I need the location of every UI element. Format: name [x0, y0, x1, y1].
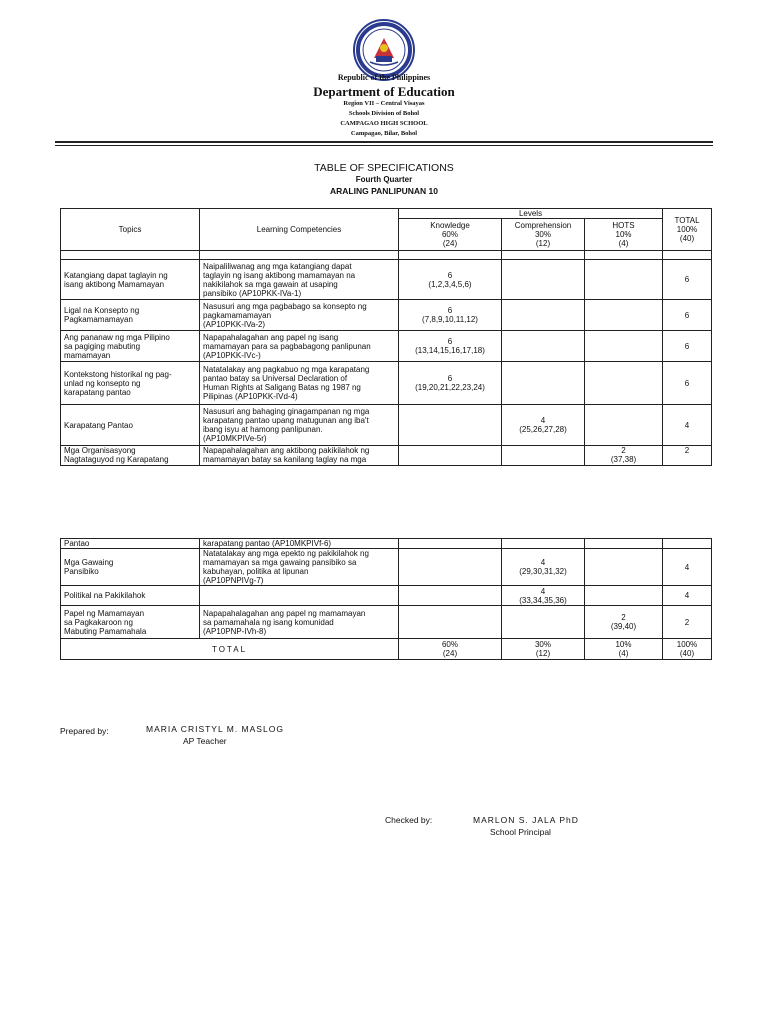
competency-cell: Napapahalagahan ang papel ng mamamayan sa pamamahala ng isang komunidad (AP10PNP-IVh-8) [200, 606, 399, 639]
knowledge-cell [399, 405, 502, 446]
hots-cell [585, 331, 663, 362]
topic-cell: Karapatang Pantao [61, 405, 200, 446]
competency-cell: Nasusuri ang mga pagbabago sa konsepto ng pagkamamamayan (AP10PKK-IVa-2) [200, 300, 399, 331]
competency-cell [200, 586, 399, 606]
header-divider-thin [55, 145, 713, 146]
subject-subtitle: ARALING PANLIPUNAN 10 [330, 186, 438, 196]
split-row-topic-bottom: Pantao [61, 539, 200, 549]
specifications-table [60, 208, 712, 466]
hots-cell: 2 (37,38) [585, 446, 663, 466]
total-all-cell: 100% (40) [663, 639, 712, 660]
hots-cell [585, 586, 663, 606]
comprehension-cell: 4 (25,26,27,28) [502, 405, 585, 446]
total-knowledge-cell: 60% (24) [399, 639, 502, 660]
topic-cell: Mga Gawaing Pansibiko [61, 549, 200, 586]
comprehension-cell [502, 446, 585, 466]
table-row [61, 362, 712, 405]
competency-cell: Naipaliliwanag ang mga katangiang dapat taglayin ng isang aktibong mamamayan na nakikilahok sa mga gawain at usaping pansibiko (AP10PKK-IVa-1) [200, 260, 399, 300]
competency-cell: Napapahalagahan ang papel ng isang mamamayan para sa pagbabagong panlipunan (AP10PKK-IVc-) [200, 331, 399, 362]
competency-cell: Napapahalagahan ang aktibong pakikilahok ng mamamayan batay sa kanilang taglay na mga [200, 446, 399, 466]
topic-cell: Papel ng Mamamayan sa Pagkakaroon ng Mabuting Pamamahala [61, 606, 200, 639]
topic-cell: Kontekstong historikal ng pag- unlad ng konsepto ng karapatang pantao [61, 362, 200, 405]
row-total-cell: 2 [663, 606, 712, 639]
hots-cell [585, 405, 663, 446]
table-header-row [61, 209, 712, 219]
table-row [61, 606, 712, 639]
specifications-table-body [61, 209, 712, 466]
knowledge-cell: 6 (7,8,9,10,11,12) [399, 300, 502, 331]
topic-cell: Mga Organisasyong Nagtataguyod ng Karapatang [61, 446, 200, 466]
row-total-cell: 6 [663, 300, 712, 331]
knowledge-cell: 6 (1,2,3,4,5,6) [399, 260, 502, 300]
total-hots-cell: 10% (4) [585, 639, 663, 660]
topic-cell: Ang pananaw ng mga Pilipino sa pagiging mabuting mamamayan [61, 331, 200, 362]
comprehension-cell [502, 260, 585, 300]
header-divider-thick [55, 141, 713, 143]
knowledge-cell: 6 (19,20,21,22,23,24) [399, 362, 502, 405]
division-line: Schools Division of Bohol [348, 110, 420, 117]
comprehension-cell [502, 362, 585, 405]
republic-heading: Republic of the Philippines [337, 73, 431, 82]
table-row [61, 331, 712, 362]
table-row [61, 405, 712, 446]
specifications-table-continued-body [61, 539, 712, 660]
table-row [61, 586, 712, 606]
competency-cell: Natatalakay ang pagkabuo ng mga karapatang pantao batay sa Universal Declaration of Human Rights at Saligang Batas ng 1987 ng Pilipinas (AP10PKK-IVd-4) [200, 362, 399, 405]
row-total-cell: 4 [663, 549, 712, 586]
prepared-by-name: MARIA CRISTYL M. MASLOG [146, 724, 284, 734]
table-row [61, 260, 712, 300]
row-total-cell: 2 [663, 446, 712, 466]
checked-by-label: Checked by: [385, 815, 433, 825]
comprehension-cell [502, 331, 585, 362]
competency-cell: Nasusuri ang bahaging ginagampanan ng mga karapatang pantao upang matugunan ang iba't ibang isyu at hamong panlipunan. (AP10MKPIVe-5r) [200, 405, 399, 446]
split-row [61, 446, 712, 466]
topic-cell: Politikal na Pakikilahok [61, 586, 200, 606]
row-total-cell: 4 [663, 586, 712, 606]
row-total-cell: 4 [663, 405, 712, 446]
competency-cell: Natatalakay ang mga epekto ng pakikilahok ng mamamayan sa mga gawaing pansibiko sa kabuhayan, politika at lipunan (AP10PNPIVg-7) [200, 549, 399, 586]
comprehension-cell: 4 (29,30,31,32) [502, 549, 585, 586]
topics-header: Topics [61, 209, 200, 251]
knowledge-cell [399, 446, 502, 466]
hots-cell: 2 (39,40) [585, 606, 663, 639]
school-line: CAMPAGAO HIGH SCHOOL [340, 120, 428, 127]
row-total-cell: 6 [663, 331, 712, 362]
comprehension-cell [502, 606, 585, 639]
comprehension-cell: 4 (33,34,35,36) [502, 586, 585, 606]
knowledge-cell [399, 586, 502, 606]
checked-by-title: School Principal [490, 827, 551, 837]
specifications-table-continued [60, 538, 712, 660]
document-title: TABLE OF SPECIFICATIONS [314, 162, 454, 174]
address-line: Campagao, Bilar, Bohol [350, 130, 418, 137]
knowledge-cell [399, 606, 502, 639]
levels-header: Levels [399, 209, 663, 219]
hots-cell [585, 549, 663, 586]
region-line: Region VII – Central Visayas [343, 100, 425, 107]
row-total-cell: 6 [663, 362, 712, 405]
split-row-continued [61, 539, 712, 549]
row-total-cell: 6 [663, 260, 712, 300]
hots-cell [585, 300, 663, 331]
competencies-header: Learning Competencies [200, 209, 399, 251]
total-header: TOTAL 100% (40) [663, 209, 712, 251]
comprehension-cell [502, 300, 585, 331]
split-row-competency-bottom: karapatang pantao (AP10MKPIVf-6) [200, 539, 399, 549]
spacer-row [61, 251, 712, 260]
topic-cell: Katangiang dapat taglayin ng isang aktibong Mamamayan [61, 260, 200, 300]
topic-cell: Ligal na Konsepto ng Pagkamamamayan [61, 300, 200, 331]
hots-header: HOTS 10% (4) [585, 219, 663, 251]
knowledge-header: Knowledge 60% (24) [399, 219, 502, 251]
totals-row [61, 639, 712, 660]
hots-cell [585, 362, 663, 405]
department-heading: Department of Education [313, 84, 455, 99]
prepared-by-title: AP Teacher [183, 736, 227, 746]
total-comprehension-cell: 30% (12) [502, 639, 585, 660]
prepared-by-label: Prepared by: [60, 726, 109, 736]
knowledge-cell: 6 (13,14,15,16,17,18) [399, 331, 502, 362]
quarter-subtitle: Fourth Quarter [355, 175, 413, 184]
table-row [61, 300, 712, 331]
knowledge-cell [399, 549, 502, 586]
table-row [61, 549, 712, 586]
comprehension-header: Comprehension 30% (12) [502, 219, 585, 251]
checked-by-name: MARLON S. JALA PhD [473, 815, 579, 825]
totals-label: TOTAL [61, 639, 399, 660]
hots-cell [585, 260, 663, 300]
